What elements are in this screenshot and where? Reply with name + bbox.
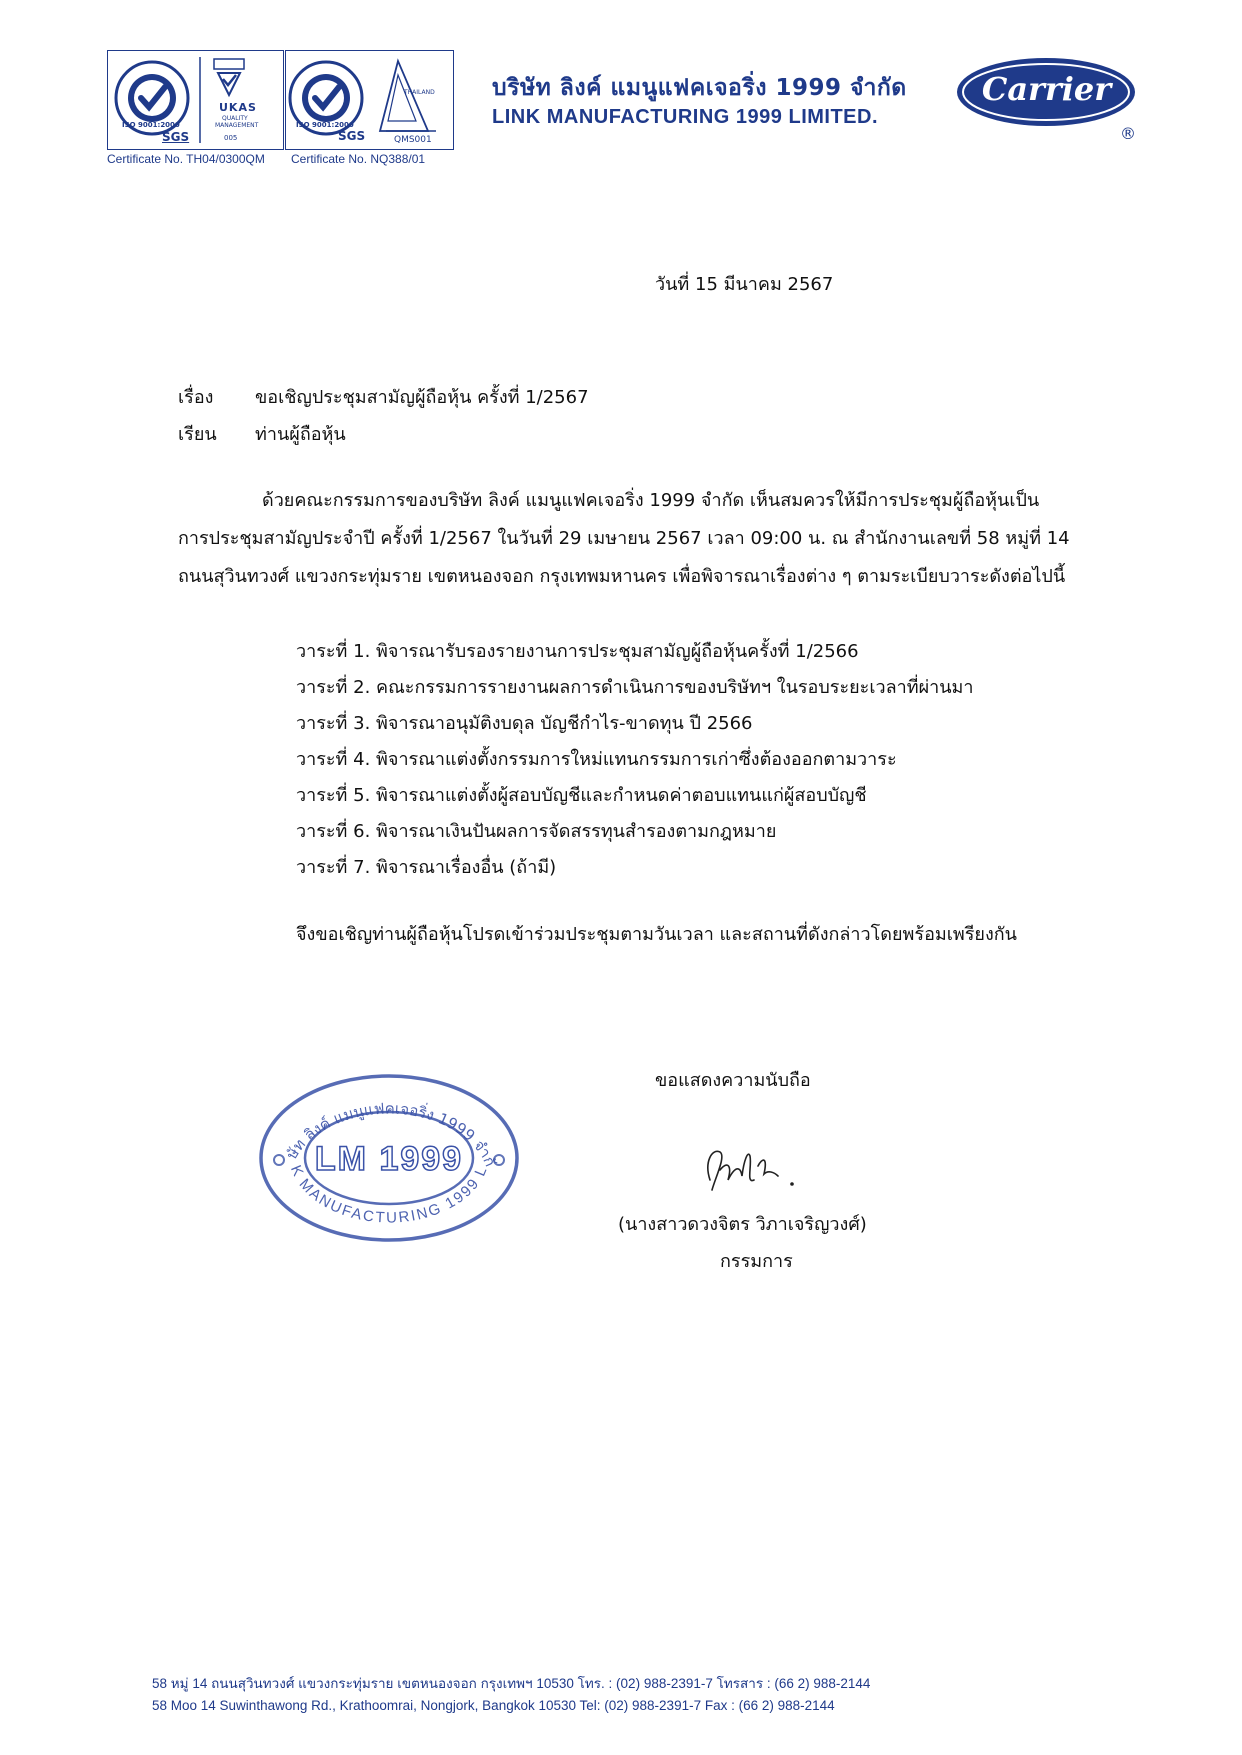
thailand-label: THAILAND — [404, 89, 435, 96]
regards: ขอแสดงความนับถือ — [655, 1070, 811, 1091]
company-name-thai: บริษัท ลิงค์ แมนูแฟคเจอริ่ง 1999 จำกัด — [492, 75, 907, 101]
seal-bottom-text: K MANUFACTURING 1999 L — [286, 1162, 491, 1227]
standard-label: ISO 9001:2000 — [122, 121, 180, 129]
qms-number: QMS001 — [394, 135, 432, 145]
certificate-logo-2 — [285, 50, 454, 150]
registered-mark: ® — [1120, 124, 1136, 143]
footer-address-thai: 58 หมู่ 14 ถนนสุวินทวงศ์ แขวงกระทุ่มราย เขตหนองจอก กรุงเทพฯ 10530 โทร. : (02) 988-2391-7 โทรสาร : (66 2) 988-2144 — [152, 1676, 871, 1691]
company-seal — [257, 1072, 521, 1244]
certificate-caption-1: Certificate No. TH04/0300QM — [107, 152, 265, 166]
ukas-sub1: QUALITY — [222, 115, 248, 122]
closing-line: จึงขอเชิญท่านผู้ถือหุ้นโปรดเข้าร่วมประชุมตามวันเวลา และสถานที่ดังกล่าวโดยพร้อมเพรียงกัน — [296, 924, 1017, 945]
sgs-label: SGS — [338, 129, 366, 143]
body-line-3: ถนนสุวินทวงศ์ แขวงกระทุ่มราย เขตหนองจอก กรุงเทพมหานคร เพื่อพิจารณาเรื่องต่าง ๆ ตามระเบียบวาระดังต่อไปนี้ — [178, 566, 1066, 587]
letter-date: วันที่ 15 มีนาคม 2567 — [655, 274, 834, 295]
ukas-number: 005 — [224, 134, 238, 142]
sgs-iso-ukas-logo — [108, 51, 283, 149]
signer-title: กรรมการ — [720, 1251, 793, 1272]
carrier-logo-text: Carrier — [981, 70, 1112, 108]
salutation-text: ท่านผู้ถือหุ้น — [255, 424, 346, 445]
company-name-english: LINK MANUFACTURING 1999 LIMITED. — [492, 106, 879, 128]
agenda-item-3: วาระที่ 3. พิจารณาอนุมัติงบดุล บัญชีกำไร-ขาดทุน ปี 2566 — [296, 713, 753, 734]
agenda-item-1: วาระที่ 1. พิจารณารับรองรายงานการประชุมสามัญผู้ถือหุ้นครั้งที่ 1/2566 — [296, 641, 859, 662]
agenda-item-2: วาระที่ 2. คณะกรรมการรายงานผลการดำเนินการของบริษัทฯ ในรอบระยะเวลาที่ผ่านมา — [296, 677, 974, 698]
ukas-sub2: MANAGEMENT — [215, 122, 259, 129]
footer-address-english: 58 Moo 14 Suwinthawong Rd., Krathoomrai, Nongjork, Bangkok 10530 Tel: (02) 988-2391-7 Fax : (66 2) 988-2144 — [152, 1698, 835, 1713]
seal-center-text: LM 1999 — [314, 1140, 464, 1178]
agenda-item-6: วาระที่ 6. พิจารณาเงินปันผลการจัดสรรทุนสำรองตามกฎหมาย — [296, 821, 777, 842]
agenda-item-7: วาระที่ 7. พิจารณาเรื่องอื่น (ถ้ามี) — [296, 857, 557, 878]
subject-text: ขอเชิญประชุมสามัญผู้ถือหุ้น ครั้งที่ 1/2567 — [255, 387, 589, 408]
signer-name: (นางสาวดวงจิตร วิภาเจริญวงศ์) — [618, 1214, 867, 1235]
carrier-logo — [954, 54, 1139, 130]
salutation-label: เรียน — [178, 424, 217, 445]
sgs-label: SGS — [162, 130, 190, 144]
handwritten-signature — [698, 1140, 808, 1204]
agenda-item-4: วาระที่ 4. พิจารณาแต่งตั้งกรรมการใหม่แทนกรรมการเก่าซึ่งต้องออกตามวาระ — [296, 749, 897, 770]
certificate-logo-1 — [107, 50, 284, 150]
ukas-label: UKAS — [219, 101, 257, 114]
body-line-1: ด้วยคณะกรรมการของบริษัท ลิงค์ แมนูแฟคเจอริ่ง 1999 จำกัด เห็นสมควรให้มีการประชุมผู้ถือหุ้นเป็น — [262, 490, 1040, 511]
seal-top-text: ษัท ลิงค์ แมนูแฟคเจอริ่ง 1999 จำกั — [282, 1099, 500, 1170]
subject-label: เรื่อง — [178, 387, 214, 408]
standard-label: ISO 9001:2000 — [296, 121, 354, 129]
agenda-item-5: วาระที่ 5. พิจารณาแต่งตั้งผู้สอบบัญชีและกำหนดค่าตอบแทนแก่ผู้สอบบัญชี — [296, 785, 867, 806]
certificate-caption-2: Certificate No. NQ388/01 — [291, 152, 426, 166]
body-line-2: การประชุมสามัญประจำปี ครั้งที่ 1/2567 ในวันที่ 29 เมษายน 2567 เวลา 09:00 น. ณ สำนักงานเลขที่ 58 หมู่ที่ 14 — [178, 528, 1070, 549]
